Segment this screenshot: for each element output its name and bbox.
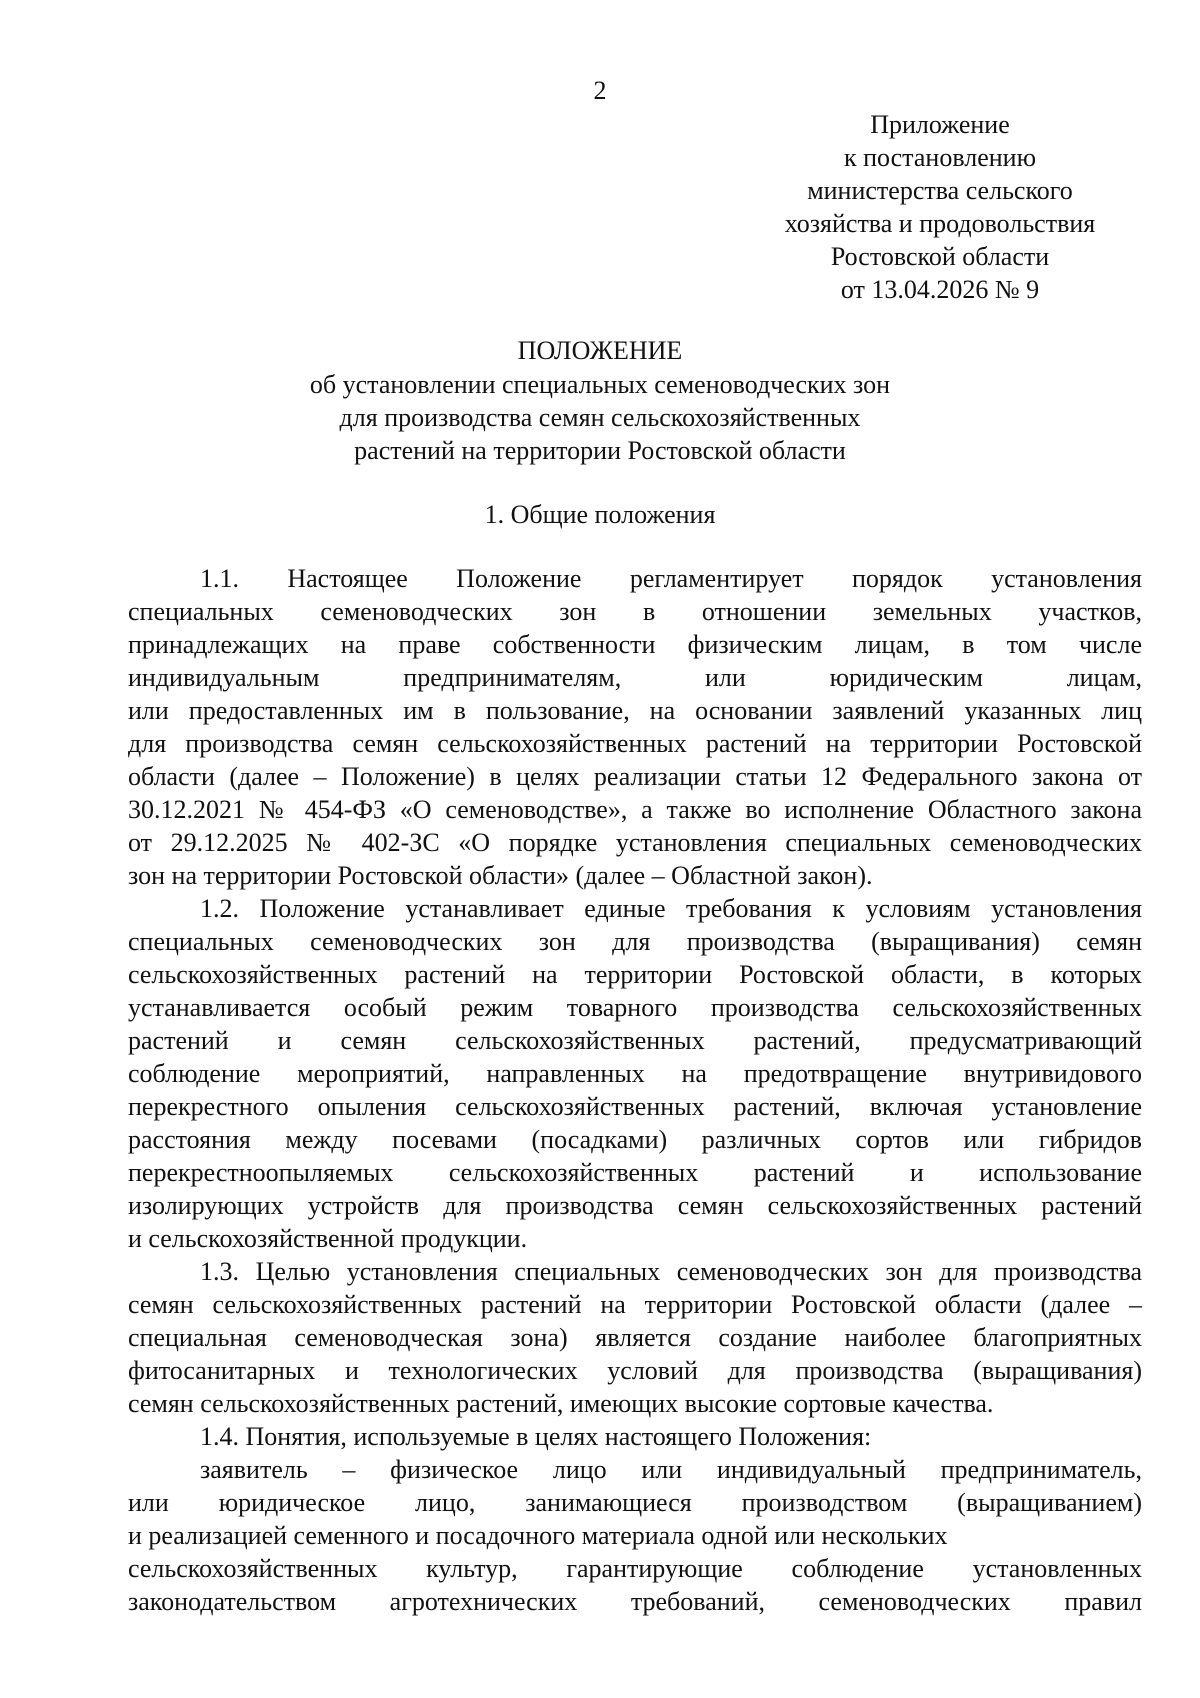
text-line: перекрестноопыляемых сельскохозяйственных растений и использование (128, 1158, 1142, 1187)
text-line: фитосанитарных и технологических условий для производства (выращивания) (128, 1356, 1142, 1385)
text-line: или юридическое лицо, занимающиеся производством (выращиванием) (128, 1488, 1142, 1517)
text-line: индивидуальным предпринимателям, или юридическим лицам, (128, 663, 1142, 692)
text-line: изолирующих устройств для производства семян сельскохозяйственных растений (128, 1191, 1142, 1220)
text-line: 1.2. Положение устанавливает единые требования к условиям установления (200, 894, 1142, 923)
text-line: перекрестного опыления сельскохозяйственных растений, включая установление (128, 1092, 1142, 1121)
text-line: законодательством агротехнических требований, семеноводческих правил (128, 1587, 1142, 1616)
text-line: 1.1. Настоящее Положение регламентирует порядок установления (200, 564, 1142, 593)
subtitle-line: для производства семян сельскохозяйственных (339, 403, 861, 432)
appendix-block (770, 108, 1110, 306)
document-subtitle (0, 368, 1200, 467)
text-line: зон на территории Ростовской области» (далее – Областной закон). (128, 861, 873, 890)
subtitle-line: об установлении специальных семеноводческих зон (309, 370, 891, 399)
appendix-line: хозяйства и продовольствия (784, 209, 1096, 238)
document-title: ПОЛОЖЕНИЕ (517, 336, 683, 365)
text-line: семян сельскохозяйственных растений на территории Ростовской области (далее – (128, 1290, 1142, 1319)
paragraph-1-1 (128, 562, 1142, 892)
page-number: 2 (593, 76, 607, 105)
text-line: сельскохозяйственных культур, гарантирующие соблюдение установленных (128, 1554, 1142, 1583)
text-line: и реализацией семенного и посадочного материала одной или нескольких (128, 1521, 948, 1550)
text-line: соблюдение мероприятий, направленных на предотвращение внутривидового (128, 1059, 1142, 1088)
section-heading: 1. Общие положения (484, 500, 716, 529)
text-line: специальная семеноводческая зона) является создание наиболее благоприятных (128, 1323, 1142, 1352)
text-line: растений и семян сельскохозяйственных растений, предусматривающий (128, 1026, 1142, 1055)
text-line: для производства семян сельскохозяйственных растений на территории Ростовской (128, 729, 1142, 758)
paragraph-applicant-definition (128, 1453, 1142, 1618)
text-line: области (далее – Положение) в целях реализации статьи 12 Федерального закона от (128, 762, 1142, 791)
paragraph-1-2 (128, 892, 1142, 1255)
text-line: 30.12.2021 № 454-ФЗ «О семеноводстве», а также во исполнение Областного закона (128, 795, 1142, 824)
text-line: специальных семеноводческих зон в отношении земельных участков, (128, 597, 1142, 626)
text-line: принадлежащих на праве собственности физическим лицам, в том числе (128, 630, 1142, 659)
text-line: 1.3. Целью установления специальных семеноводческих зон для производства (200, 1257, 1142, 1286)
text-line: или предоставленных им в пользование, на основании заявлений указанных лиц (128, 696, 1142, 725)
text-line: от 29.12.2025 № 402-ЗС «О порядке установления специальных семеноводческих (128, 828, 1142, 857)
paragraph-1-4 (128, 1420, 1142, 1453)
text-line: семян сельскохозяйственных растений, имеющих высокие сортовые качества. (128, 1389, 994, 1418)
subtitle-line: растений на территории Ростовской области (354, 436, 846, 465)
text-line: и сельскохозяйственной продукции. (128, 1224, 528, 1253)
paragraph-1-3 (128, 1255, 1142, 1420)
text-line: заявитель – физическое лицо или индивидуальный предприниматель, (200, 1455, 1142, 1484)
appendix-line: Приложение (870, 110, 1010, 139)
text-line: 1.4. Понятия, используемые в целях настоящего Положения: (200, 1422, 872, 1451)
text-line: устанавливается особый режим товарного производства сельскохозяйственных (128, 993, 1142, 1022)
appendix-line: Ростовской области (830, 242, 1050, 271)
text-line: расстояния между посевами (посадками) различных сортов или гибридов (128, 1125, 1142, 1154)
text-line: сельскохозяйственных растений на территории Ростовской области, в которых (128, 960, 1142, 989)
appendix-line: от 13.04.2026 № 9 (840, 275, 1040, 304)
appendix-line: министерства сельского (807, 176, 1073, 205)
text-line: специальных семеноводческих зон для производства (выращивания) семян (128, 927, 1142, 956)
body-text (128, 562, 1142, 1618)
appendix-line: к постановлению (843, 143, 1037, 172)
